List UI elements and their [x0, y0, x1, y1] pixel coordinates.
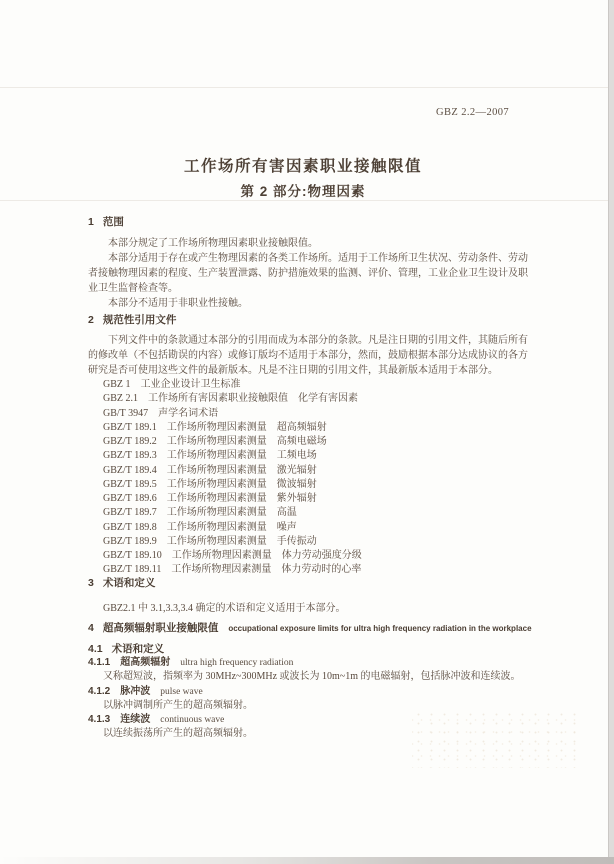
scan-edge-right: [608, 0, 614, 864]
paragraph: 本部分规定了工作场所物理因素职业接触限值。: [108, 238, 318, 249]
definition-number: 4.1.3: [88, 714, 111, 726]
reference-item: GBZ/T 189.1 工作场所物理因素测量 超高频辐射: [103, 421, 327, 433]
definition-term-line: [88, 656, 530, 670]
subsection-number: 4.1: [88, 643, 103, 655]
reference-item: GB/T 3947 声学名词术语: [103, 407, 219, 419]
definition-term-en: ultra high frequency radiation: [180, 658, 294, 668]
section-heading-text: 范围: [102, 216, 124, 228]
definition: [88, 713, 530, 742]
section-number: 4: [88, 622, 94, 634]
section-number: 1: [88, 216, 94, 228]
definition-term-line: [88, 713, 530, 727]
definition-list: [88, 656, 530, 742]
definition-term-zh: 连续波: [120, 714, 151, 726]
section-normative-references: [88, 313, 530, 578]
section-terms-definitions: [88, 576, 530, 616]
definition-number: 4.1.2: [88, 685, 111, 697]
reference-item: GBZ/T 189.10 工作场所物理因素测量 体力劳动强度分级: [103, 550, 362, 561]
definition-term-line: [88, 685, 530, 699]
reference-item: GBZ/T 189.9 工作场所物理因素测量 手传振动: [103, 535, 317, 547]
definition-term-zh: 超高频辐射: [120, 657, 171, 668]
definition-term-en: pulse wave: [160, 686, 203, 697]
section-heading-uhf: [88, 621, 530, 636]
definition-body: 又称超短波，指频率为 30MHz~300MHz 或波长为 10m~1m 的电磁辐射，包括脉冲波和连续波。: [103, 671, 521, 683]
definition-body: 以连续振荡所产生的超高频辐射。: [103, 728, 253, 740]
definition-term-zh: 脉冲波: [120, 685, 151, 697]
doc-title: [0, 154, 606, 200]
section-heading-text-en: occupational exposure limits for ultra high frequency radiation in the workplace: [228, 624, 532, 633]
paragraph: GBZ2.1 中 3.1,3.3,3.4 确定的术语和定义适用于本部分。: [103, 603, 346, 614]
paragraph: 下列文件中的条款通过本部分的引用而成为本部分的条款。凡是注日期的引用文件，其随后所有的修改单（不包括勘误的内容）或修订版均不适用于本部分，然而，鼓励根据本部分达成协议的各方研究是否可使用这些文件的最新版本。凡是不注日期的引用文件，其最新版本适用于本部分。: [88, 335, 528, 376]
definition: [88, 685, 530, 714]
doc-title-line2: 第 2 部分:物理因素: [240, 184, 366, 199]
reference-item: GBZ/T 189.11 工作场所物理因素测量 体力劳动时的心率: [103, 564, 362, 576]
scan-artifact-line: [0, 200, 608, 201]
section-heading-normative: [88, 313, 530, 327]
section-number: 3: [88, 577, 94, 589]
reference-item: GBZ/T 189.3 工作场所物理因素测量 工频电场: [103, 450, 317, 462]
definition-number: 4.1.1: [88, 657, 111, 668]
reference-item: GBZ 1 工业企业设计卫生标准: [103, 379, 241, 390]
reference-item: GBZ/T 189.8 工作场所物理因素测量 噪声: [103, 521, 297, 533]
reference-item: GBZ/T 189.6 工作场所物理因素测量 紫外辐射: [103, 493, 317, 504]
subsection-heading: [88, 642, 530, 656]
scan-artifact-line: [0, 87, 608, 88]
section-heading-text-zh: 超高频辐射职业接触限值: [102, 622, 219, 634]
reference-item: GBZ/T 189.5 工作场所物理因素测量 微波辐射: [103, 478, 317, 490]
section-scope: [88, 215, 530, 311]
section-heading-text: 术语和定义: [102, 577, 156, 589]
reference-item: GBZ 2.1 工作场所有害因素职业接触限值 化学有害因素: [103, 393, 358, 405]
scan-edge-bottom: [0, 857, 614, 864]
section-uhf-limits: [88, 621, 530, 742]
reference-item: GBZ/T 189.4 工作场所物理因素测量 激光辐射: [103, 464, 317, 476]
section-number: 2: [88, 314, 94, 326]
paragraph: 本部分适用于存在或产生物理因素的各类工作场所。适用于工作场所卫生状况、劳动条件、劳动者接触物理因素的程度、生产装置泄露、防护措施效果的监测、评价、管理，工业企业卫生设计及职业卫生监督检查等。: [88, 253, 528, 294]
reference-item: GBZ/T 189.2 工作场所物理因素测量 高频电磁场: [103, 436, 327, 447]
standard-code: GBZ 2.2—2007: [436, 107, 510, 118]
doc-title-line1: 工作场所有害因素职业接触限值: [183, 158, 422, 175]
reference-list: [88, 378, 530, 578]
definition-body: 以脉冲调制所产生的超高频辐射。: [103, 699, 253, 711]
subsection-heading-text: 术语和定义: [111, 643, 165, 655]
section-heading-terms: [88, 576, 530, 590]
definition-term-en: continuous wave: [160, 715, 225, 726]
reference-item: GBZ/T 189.7 工作场所物理因素测量 高温: [103, 507, 297, 519]
section-heading-scope: [88, 215, 530, 229]
paragraph: 本部分不适用于非职业性接触。: [108, 298, 248, 309]
section-heading-text: 规范性引用文件: [102, 314, 177, 326]
definition: [88, 656, 530, 685]
